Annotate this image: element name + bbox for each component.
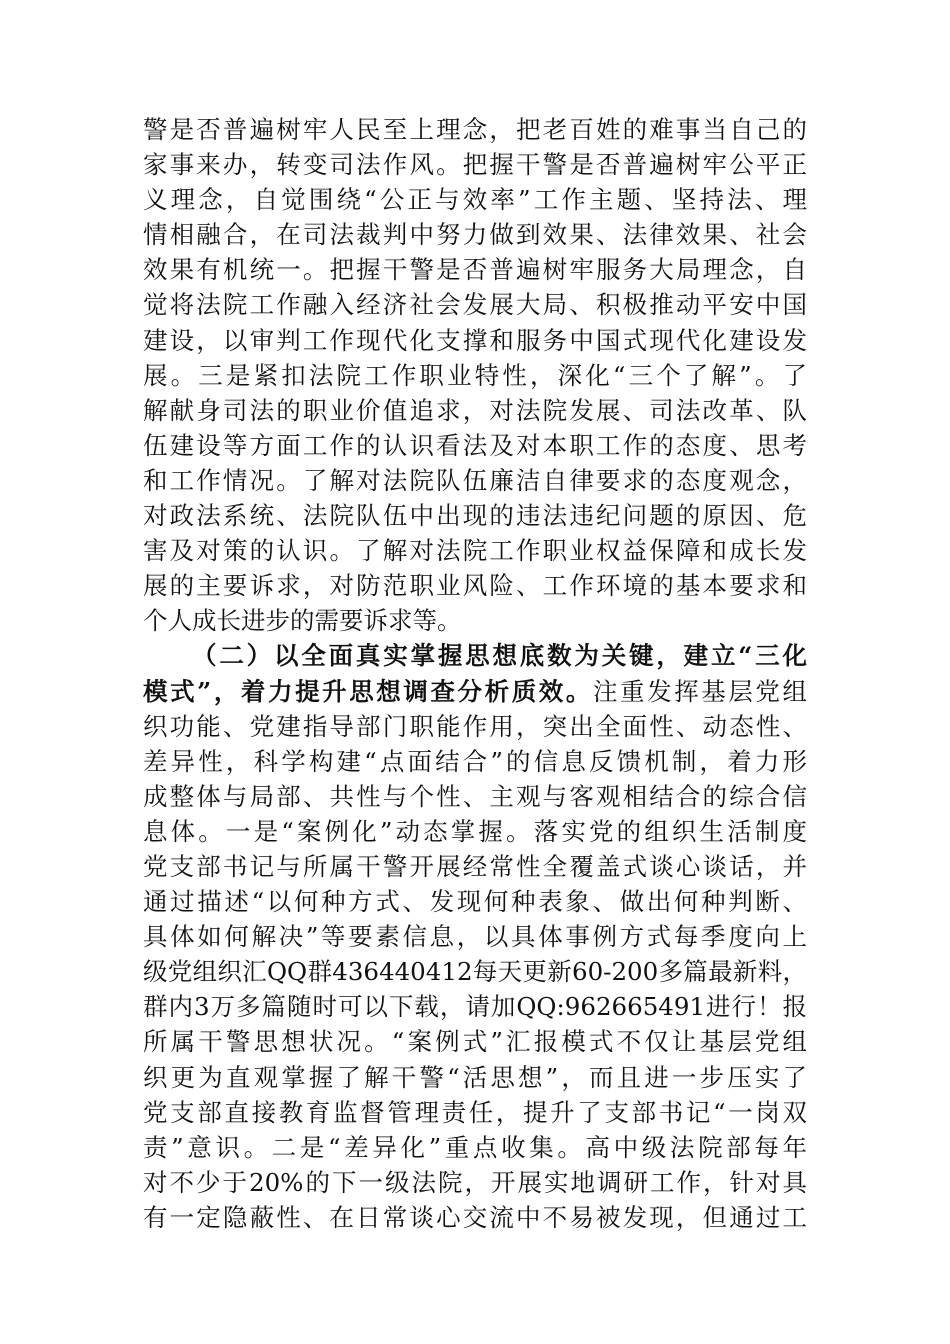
- text-line: 具体如何解决”等要素信息，以具体事例方式每季度向上: [143, 922, 807, 952]
- text-line: 解献身司法的职业价值追求，对法院发展、司法改革、队: [143, 395, 807, 425]
- text-line: 织更为直观掌握了解干警“活思想”，而且进一步压实了: [143, 1062, 807, 1092]
- text-span: 注重发挥基层党组: [592, 676, 807, 706]
- text-line: 情相融合，在司法裁判中努力做到效果、法律效果、社会: [143, 220, 807, 250]
- text-line: 通过描述“以何种方式、发现何种表象、做出何种判断、: [143, 887, 807, 917]
- text-line: 差异性，科学构建“点面结合”的信息反馈机制，着力形: [143, 746, 807, 776]
- text-line: 级党组织汇QQ群436440412每天更新60-200多篇最新料，: [143, 957, 807, 987]
- text-line: 对不少于20%的下一级法院，开展实地调研工作，针对具: [143, 1167, 807, 1197]
- text-line: 有一定隐蔽性、在日常谈心交流中不易被发现，但通过工: [143, 1202, 807, 1232]
- text-line: 责”意识。二是“差异化”重点收集。高中级法院部每年: [143, 1132, 807, 1162]
- text-line: 成整体与局部、共性与个性、主观与客观相结合的综合信: [143, 781, 807, 811]
- text-line: 对政法系统、法院队伍中出现的违法违纪问题的原因、危: [143, 501, 807, 531]
- text-line: 效果有机统一。把握干警是否普遍树牢服务大局理念，自: [143, 255, 807, 285]
- text-line: 所属干警思想状况。“案例式”汇报模式不仅让基层党组: [143, 1027, 807, 1057]
- text-line: 害及对策的认识。了解对法院工作职业权益保障和成长发: [143, 536, 807, 566]
- mixed-text-line: [143, 674, 807, 709]
- text-line: 群内3万多篇随时可以下载，请加QQ:962665491进行！报: [143, 992, 807, 1022]
- text-line: 觉将法院工作融入经济社会发展大局、积极推动平安中国: [143, 290, 807, 320]
- text-line: 和工作情况。了解对法院队伍廉洁自律要求的态度观念，: [143, 465, 807, 495]
- text-line: 家事来办，转变司法作风。把握干警是否普遍树牢公平正: [143, 150, 807, 180]
- text-line: 义理念，自觉围绕“公正与效率”工作主题、坚持法、理: [143, 185, 807, 215]
- body-text: [143, 112, 807, 1235]
- text-line: 建设，以审判工作现代化支撑和服务中国式现代化建设发: [143, 325, 807, 355]
- section-heading-line: （二）以全面真实掌握思想底数为关键，建立“三化: [192, 641, 807, 671]
- text-line: 展的主要诉求，对防范职业风险、工作环境的基本要求和: [143, 571, 807, 601]
- section-heading-end: 模式”，着力提升思想调查分析质效。: [143, 676, 593, 706]
- text-line: 展。三是紧扣法院工作职业特性，深化“三个了解”。了: [143, 360, 807, 390]
- text-line: 警是否普遍树牢人民至上理念，把老百姓的难事当自己的: [143, 115, 807, 144]
- text-line: 党支部书记与所属干警开展经常性全覆盖式谈心谈话，并: [143, 851, 807, 881]
- text-line: 织功能、党建指导部门职能作用，突出全面性、动态性、: [143, 711, 807, 741]
- text-line: 个人成长进步的需要诉求等。: [143, 606, 462, 636]
- text-line: 伍建设等方面工作的认识看法及对本职工作的态度、思考: [143, 430, 807, 460]
- text-line: 息体。一是“案例化”动态掌握。落实党的组织生活制度: [143, 816, 807, 846]
- text-line: 党支部直接教育监督管理责任，提升了支部书记“一岗双: [143, 1097, 807, 1127]
